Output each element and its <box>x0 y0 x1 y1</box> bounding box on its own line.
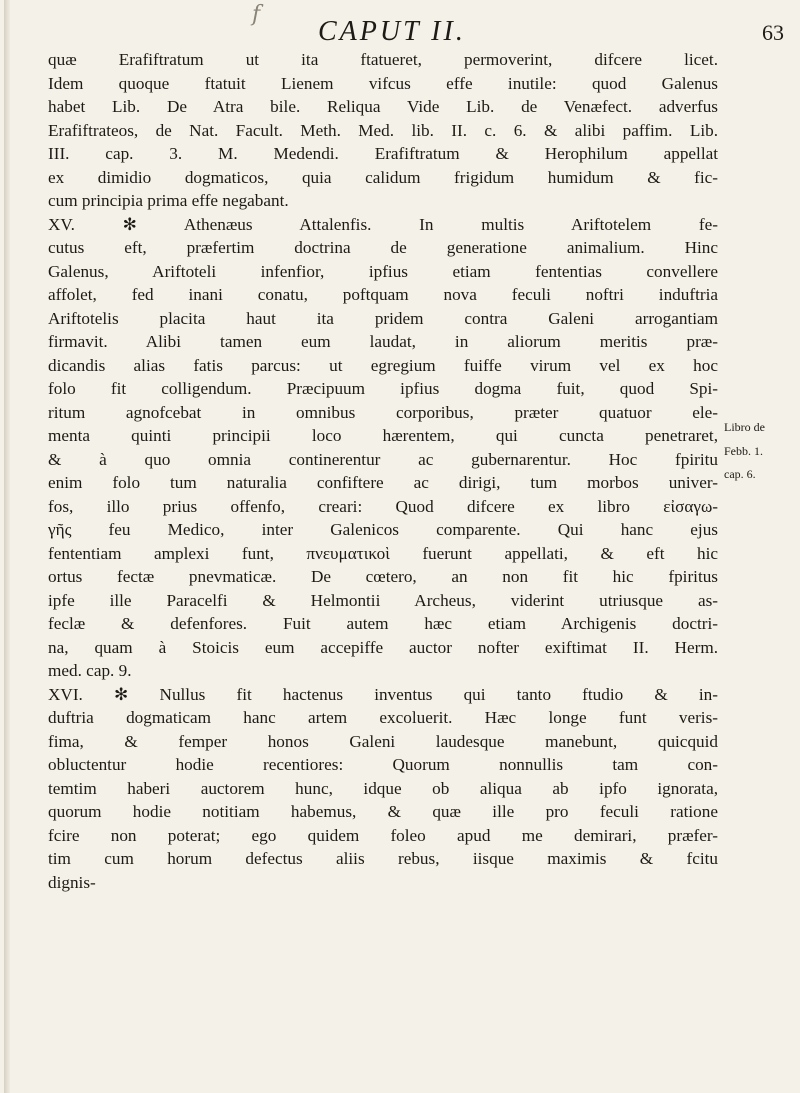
text-line: & à quo omnia continerentur ac gubernarentur. Hoc fpiritu <box>48 449 718 469</box>
text-line: quæ Erafiftratum ut ita ftatueret, permoverint, difcere licet. <box>48 50 718 69</box>
text-line: ortus fectæ pnevmaticæ. De cœtero, an non fit hic fpiritus <box>48 567 718 586</box>
text-line: dicandis alias fatis parcus: ut egregium fuiffe virum vel ex hoc <box>48 355 718 375</box>
text-line: Idem quoque ftatuit Lienem vifcus effe inutile: quod Galenus <box>48 73 718 93</box>
text-line: Erafiftrateos, de Nat. Facult. Meth. Med. lib. II. c. 6. & alibi paffim. Lib. <box>48 120 718 140</box>
text-line: obluctentur hodie recentiores: Quorum nonnullis tam con- <box>48 755 718 774</box>
text-line: Galenus, Ariftoteli infenfior, ipfius etiam fententias convellere <box>48 261 718 281</box>
page-header <box>0 10 800 50</box>
text-line: habet Lib. De Atra bile. Reliqua Vide Lib. de Venæfect. adverfus <box>48 97 718 116</box>
text-line: duftria dogmaticam hanc artem excoluerit. Hæc longe funt veris- <box>48 708 718 727</box>
text-line: ipfe ille Paracelfi & Helmontii Archeus, viderint utriusque as- <box>48 590 718 610</box>
text-line: tim cum horum defectus aliis rebus, iisque maximis & fcitu <box>48 849 718 868</box>
text-line: fos, illo prius offenfo, creari: Quod difcere ex libro εἰσαγω- <box>48 496 718 516</box>
text-line: firmavit. Alibi tamen eum laudat, in aliorum meritis præ- <box>48 332 718 351</box>
corner-mark: f <box>252 2 261 27</box>
text-line: ritum agnofcebat in omnibus corporibus, præter quatuor ele- <box>48 402 718 422</box>
margin-note: Libro de <box>724 420 765 434</box>
text-line: dignis- <box>48 872 96 892</box>
text-line: menta quinti principii loco hærentem, qui cuncta penetraret, <box>48 426 718 445</box>
body-text <box>48 48 718 894</box>
text-line: cutus eft, præfertim doctrina de generatione animalium. Hinc <box>48 238 718 257</box>
margin-notes <box>724 416 794 487</box>
text-line: temtim haberi auctorem hunc, idque ob aliqua ab ipfo ignorata, <box>48 778 718 798</box>
running-head: CAPUT II. <box>318 16 466 47</box>
text-line: affolet, fed inani conatu, poftquam nova feculi noftri induftria <box>48 285 718 304</box>
margin-note: Febb. 1. <box>724 443 763 458</box>
text-line: XVI. ✻ Nullus fit hactenus inventus qui tanto ftudio & in- <box>48 684 718 704</box>
text-line: na, quam à Stoicis eum accepiffe auctor nofter exiftimat II. Herm. <box>48 637 718 657</box>
text-line: folo fit colligendum. Præcipuum ipfius dogma fuit, quod Spi- <box>48 379 718 398</box>
text-line: XV. ✻ Athenæus Attalenfis. In multis Ariftotelem fe- <box>48 214 718 234</box>
text-line: feclæ & defenfores. Fuit autem hæc etiam Archigenis doctri- <box>48 614 718 633</box>
text-line: quorum hodie notitiam habemus, & quæ ille pro feculi ratione <box>48 802 718 821</box>
text-line: Ariftotelis placita haut ita pridem contra Galeni arrogantiam <box>48 308 718 328</box>
text-line: enim folo tum naturalia confiftere ac dirigi, tum morbos univer- <box>48 473 718 492</box>
text-line: cum principia prima effe negabant. <box>48 191 289 210</box>
text-line: ex dimidio dogmaticos, quia calidum frigidum humidum & fic- <box>48 167 718 187</box>
text-line: med. cap. 9. <box>48 661 132 680</box>
text-line: III. cap. 3. M. Medendi. Erafiftratum & Herophilum appellat <box>48 144 718 163</box>
margin-note: cap. 6. <box>724 467 756 481</box>
text-line: fcire non poterat; ego quidem foleo apud me demirari, præfer- <box>48 825 718 845</box>
page-number: 63 <box>762 20 784 45</box>
page-edge-shadow <box>4 0 10 1093</box>
text-line: γῆς feu Medico, inter Galenicos comparente. Qui hanc ejus <box>48 520 718 539</box>
text-line: fima, & femper honos Galeni laudesque manebunt, quicquid <box>48 731 718 751</box>
text-line: fententiam amplexi funt, πνευματικοὶ fuerunt appellati, & eft hic <box>48 543 718 563</box>
